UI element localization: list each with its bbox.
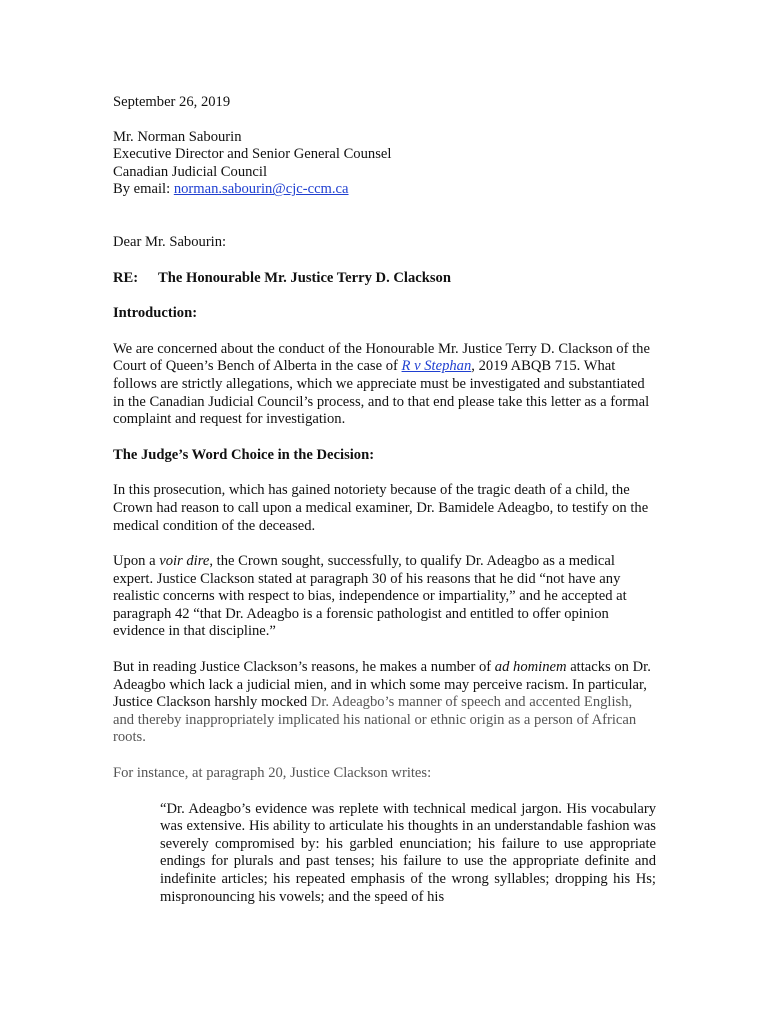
- ad-hominem-text-2: attacks on Dr. Adeagbo which lack a judicial mien, and in which some may perceive racism. In particular, Justice Clackson harshly mocked: [113, 659, 651, 711]
- ad-hominem-paragraph: [113, 659, 656, 747]
- letter-date: September 26, 2019: [113, 94, 231, 110]
- recipient-name: Mr. Norman Sabourin: [113, 128, 242, 145]
- recipient-email-link[interactable]: norman.sabourin@cjc-ccm.ca: [173, 181, 349, 198]
- block-quote: “Dr. Adeagbo’s evidence was replete with technical medical jargon. His vocabulary was extensive. His ability to articulate his thoughts in an understandable fashion was severely compromised by: his garbled enunciation; his failure to use appropriate endings for plurals and past tenses; his failure to use the appropriate definite and indefinite articles; his repeated emphasis of the wrong syllables; dropping his Hs; mispronouncing his vowels; and the speed of his: [160, 800, 656, 905]
- voir-dire-text-2: , the Crown sought, successfully, to qualify Dr. Adeagbo as a medical expert. Justice Clackson stated at paragraph 30 of his reasons that he did “not have any realistic concerns with respect to bias, independence or impartiality,” and he accepted at paragraph 42 “that Dr. Adeagbo is a forensic pathologist and entitled to offer opinion evidence in that discipline.”: [113, 553, 627, 640]
- case-link[interactable]: R v Stephan: [401, 358, 472, 375]
- re-label: RE:: [113, 269, 139, 286]
- instance-paragraph: For instance, at paragraph 20, Justice Clackson writes:: [113, 765, 432, 782]
- recipient-block: [113, 129, 656, 199]
- ad-hominem-italic: ad hominem: [494, 659, 567, 676]
- ad-hominem-text-3: Dr. Adeagbo’s manner of speech and accented English, and thereby inappropriately implicated his national or ethnic origin as a person of African roots.: [113, 694, 637, 746]
- intro-text-1: We are concerned about the conduct of the Honourable Mr. Justice Terry D. Clackson of the Court of Queen’s Bench of Alberta in the case of: [113, 340, 650, 375]
- recipient-organization: Canadian Judicial Council: [113, 163, 268, 180]
- voir-dire-text-1: Upon a: [113, 553, 160, 570]
- recipient-title: Executive Director and Senior General Counsel: [113, 146, 392, 163]
- email-prefix: By email:: [113, 181, 174, 198]
- word-choice-heading: The Judge’s Word Choice in the Decision:: [113, 446, 375, 463]
- prosecution-paragraph: In this prosecution, which has gained notoriety because of the tragic death of a child, the Crown had reason to call upon a medical examiner, Dr. Bamidele Adeagbo, to testify on the medical condition of the deceased.: [113, 482, 649, 534]
- voir-dire-italic: voir dire: [159, 553, 210, 570]
- intro-text-2: , 2019 ABQB 715. What follows are strictly allegations, which we appreciate must be investigated and substantiated in the Canadian Judicial Council’s process, and to that end please take this letter as a formal complaint and request for investigation.: [113, 358, 650, 428]
- re-line: [113, 270, 656, 288]
- recipient-email-line: [113, 181, 656, 199]
- letter-page: [113, 94, 656, 906]
- voir-dire-paragraph: [113, 553, 656, 641]
- ad-hominem-text-1: But in reading Justice Clackson’s reasons, he makes a number of: [113, 659, 495, 676]
- introduction-heading: Introduction:: [113, 305, 198, 322]
- re-subject: The Honourable Mr. Justice Terry D. Clackson: [158, 269, 451, 286]
- salutation: Dear Mr. Sabourin:: [113, 233, 227, 250]
- introduction-paragraph: [113, 341, 656, 429]
